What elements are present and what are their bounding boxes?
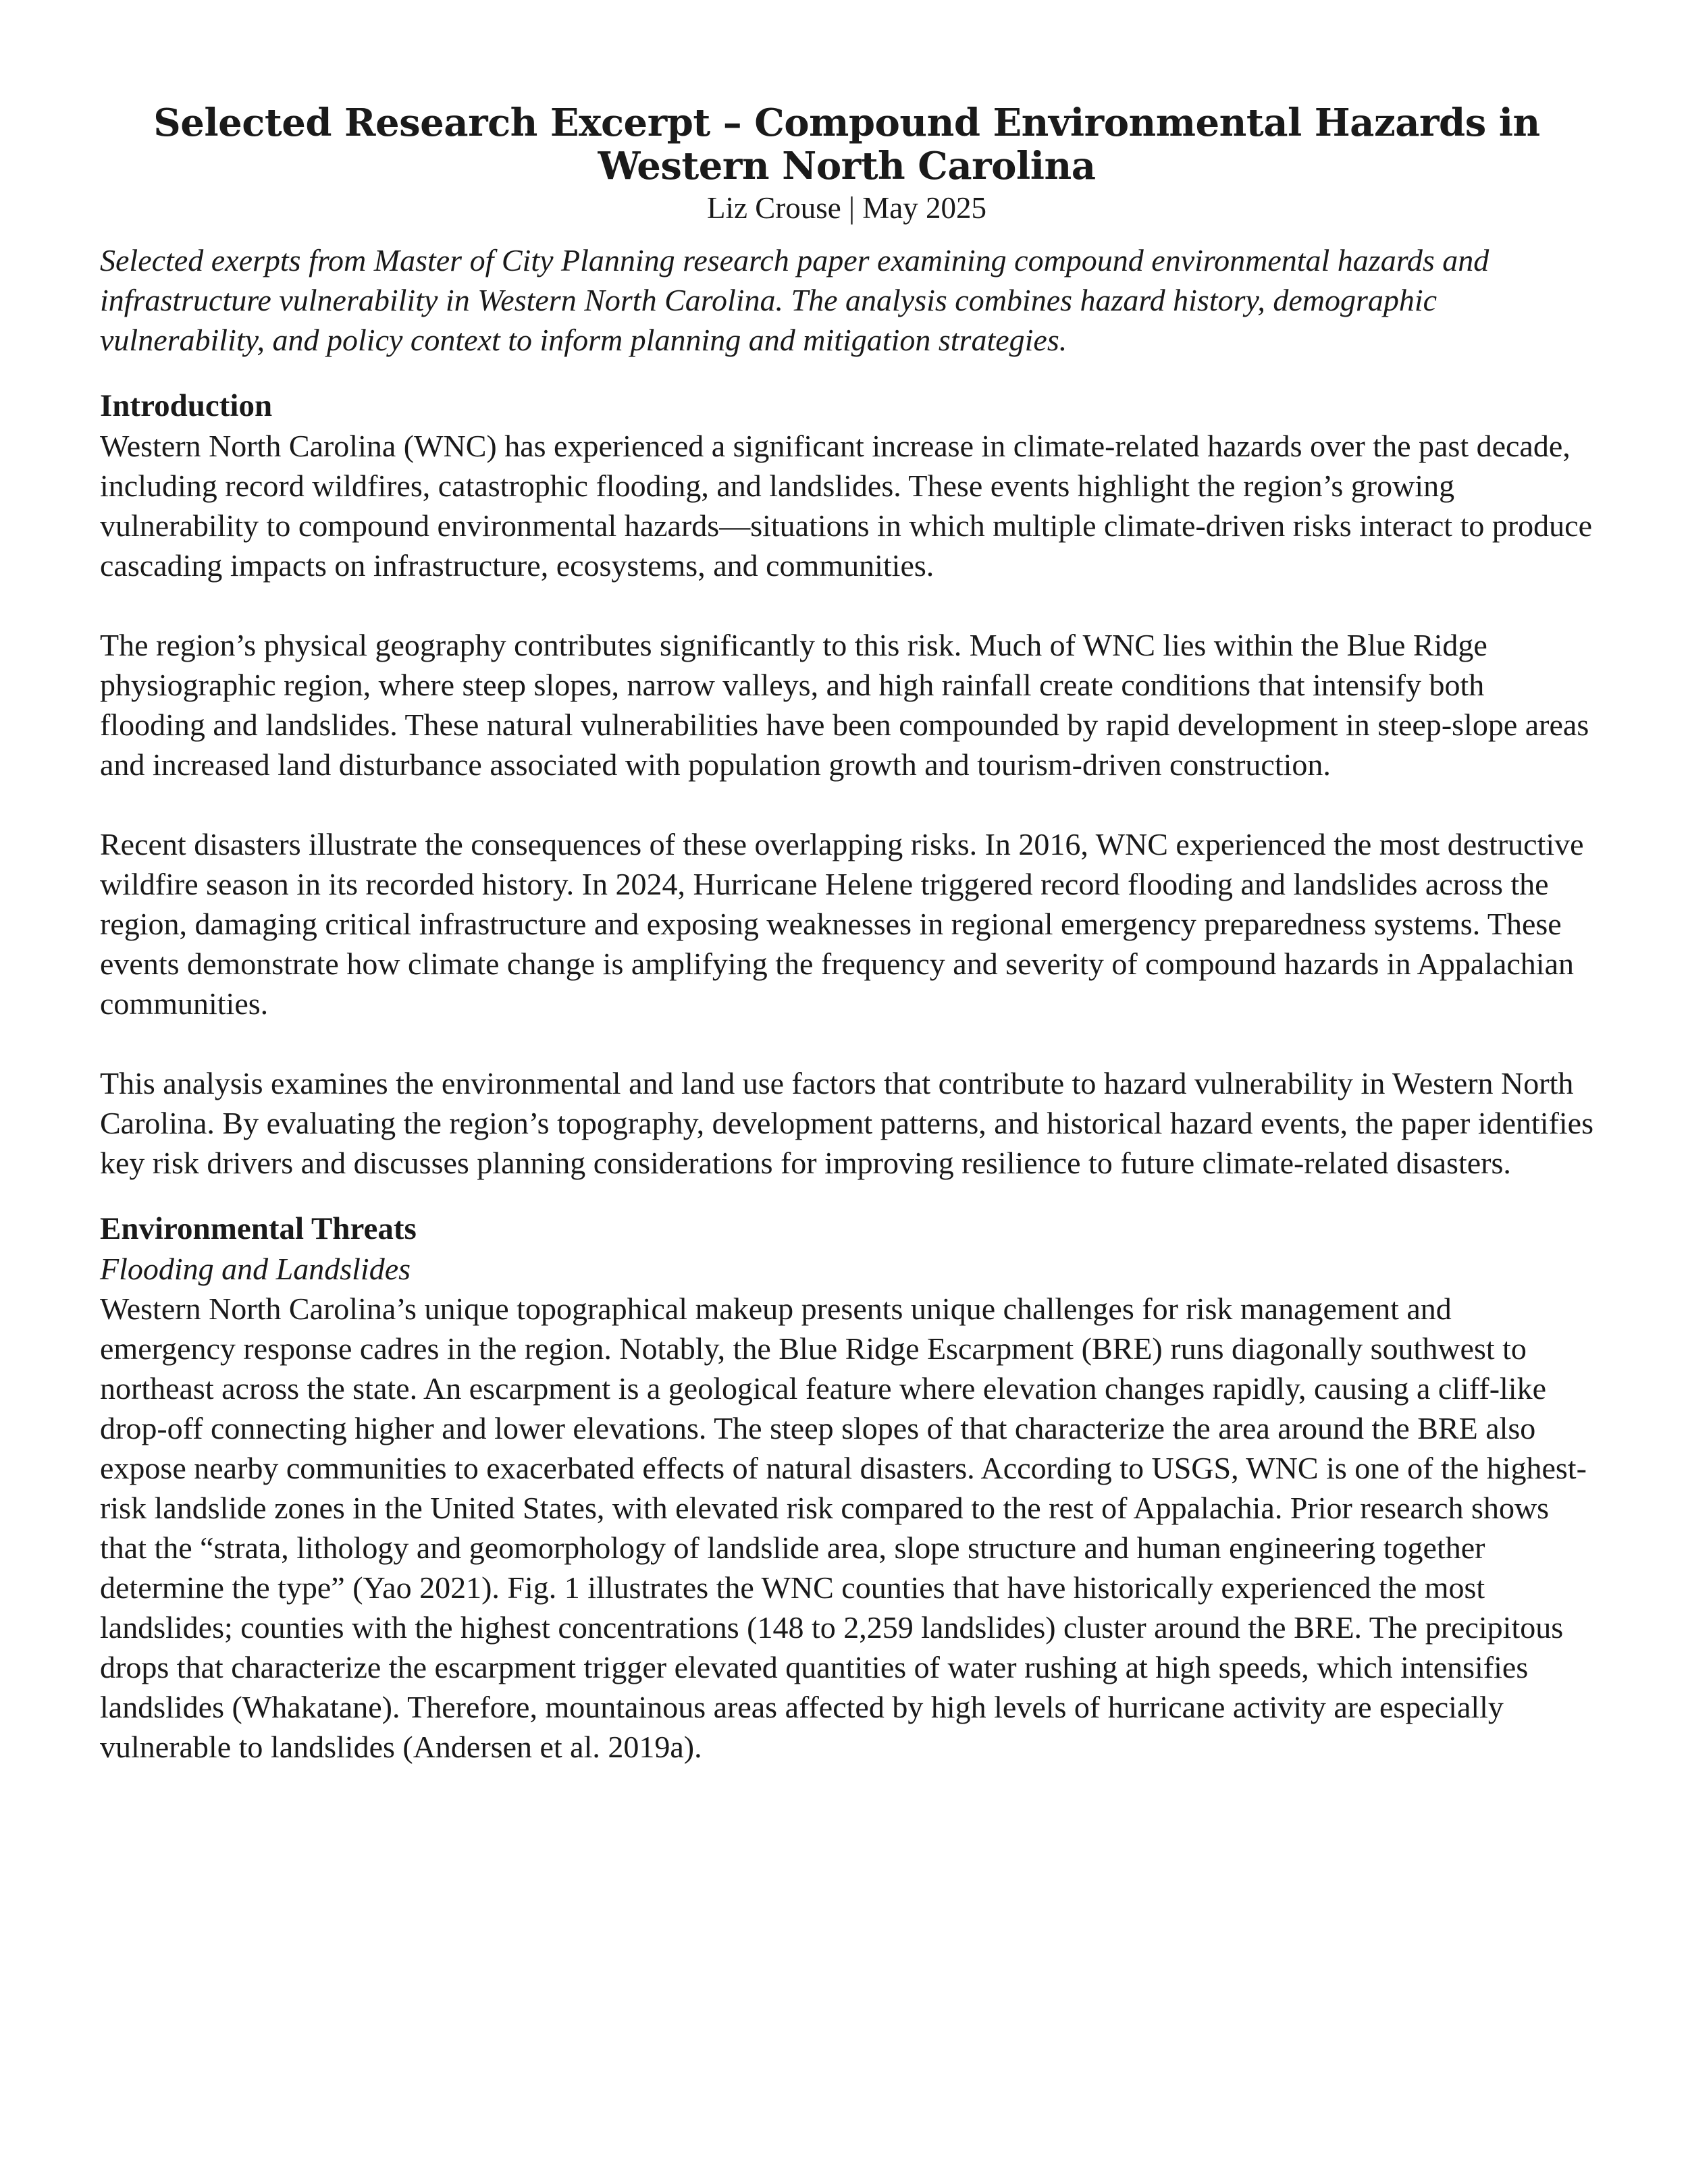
document-page xyxy=(100,101,1593,1767)
environmental-threats-paragraph: Western North Carolina’s unique topographical makeup presents unique challenges for risk management and emergency response cadres in the region. Notably, the Blue Ridge Escarpment (BRE) runs diagonally southwest to northeast across the state. An escarpment is a geological feature where elevation changes rapidly, causing a cliff-like drop-off connecting higher and lower elevations. The steep slopes of that characterize the area around the BRE also expose nearby communities to exacerbated effects of natural disasters. According to USGS, WNC is one of the highest-risk landslide zones in the United States, with elevated risk compared to the rest of Appalachia. Prior research shows that the “strata, lithology and geomorphology of landslide area, slope structure and human engineering together determine the type” (Yao 2021). Fig. 1 illustrates the WNC counties that have historically experienced the most landslides; counties with the highest concentrations (148 to 2,259 landslides) cluster around the BRE. The precipitous drops that characterize the escarpment trigger elevated quantities of water rushing at high speeds, which intensifies landslides (Whakatane). Therefore, mountainous areas affected by high levels of hurricane activity are especially vulnerable to landslides (Andersen et al. 2019a). xyxy=(100,1291,1587,1764)
introduction-paragraph: The region’s physical geography contributes significantly to this risk. Much of WNC lies within the Blue Ridge physiographic region, where steep slopes, narrow valleys, and high rainfall create conditions that intensify both flooding and landslides. These natural vulnerabilities have been compounded by rapid development in steep-slope areas and increased land disturbance associated with population growth and tourism-driven construction. xyxy=(100,628,1589,782)
page-title: Selected Research Excerpt – Compound Environmental Hazards in Western North Carolina xyxy=(153,101,1540,188)
introduction-paragraph: Western North Carolina (WNC) has experienced a significant increase in climate-related hazards over the past decade, including record wildfires, catastrophic flooding, and landslides. These events highlight the region’s growing vulnerability to compound environmental hazards—situations in which multiple climate-driven risks interact to produce cascading impacts on infrastructure, ecosystems, and communities. xyxy=(100,429,1592,583)
section-heading-introduction: Introduction xyxy=(100,388,273,423)
section-heading-environmental-threats: Environmental Threats xyxy=(100,1211,417,1246)
introduction-paragraph: This analysis examines the environmental and land use factors that contribute to hazard vulnerability in Western North Carolina. By evaluating the region’s topography, development patterns, and historical hazard events, the paper identifies key risk drivers and discusses planning considerations for improving resilience to future climate-related disasters. xyxy=(100,1066,1593,1180)
introduction-paragraph: Recent disasters illustrate the consequences of these overlapping risks. In 2016, WNC experienced the most destructive wildfire season in its recorded history. In 2024, Hurricane Helene triggered record flooding and landslides across the region, damaging critical infrastructure and exposing weaknesses in regional emergency preparedness systems. These events demonstrate how climate change is amplifying the frequency and severity of compound hazards in Appalachian communities. xyxy=(100,827,1584,1021)
author-byline: Liz Crouse | May 2025 xyxy=(707,191,986,225)
subsection-heading-flooding-landslides: Flooding and Landslides xyxy=(100,1252,411,1286)
abstract: Selected exerpts from Master of City Planning research paper examining compound environmental hazards and infrastructure vulnerability in Western North Carolina. The analysis combines hazard history, demographic vulnerability, and policy context to inform planning and mitigation strategies. xyxy=(100,243,1489,357)
